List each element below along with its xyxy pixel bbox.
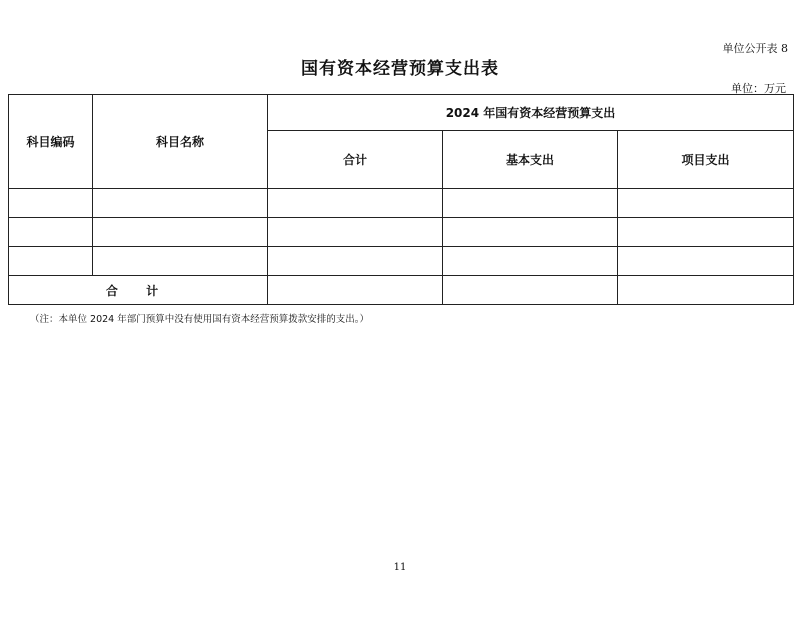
header-total: 合计 — [268, 131, 443, 189]
header-project-expenditure: 项目支出 — [618, 131, 794, 189]
table-row — [9, 247, 794, 276]
total-cell — [618, 276, 794, 305]
form-number: 单位公开表 8 — [722, 42, 788, 55]
table-cell — [443, 218, 618, 247]
total-row — [9, 276, 794, 305]
table-cell — [618, 247, 794, 276]
table-cell — [618, 189, 794, 218]
table-row — [9, 218, 794, 247]
table-header-row — [9, 95, 794, 131]
header-subject-code: 科目编码 — [9, 95, 93, 189]
unit-label: 单位：万元 — [731, 82, 786, 95]
header-basic-expenditure: 基本支出 — [443, 131, 618, 189]
page-number: 11 — [393, 562, 407, 573]
table-cell — [268, 218, 443, 247]
page-title: 国有资本经营预算支出表 — [301, 59, 499, 79]
total-cell — [268, 276, 443, 305]
table-cell — [268, 247, 443, 276]
table-cell — [443, 189, 618, 218]
table-cell — [93, 189, 268, 218]
header-group-expenditure: 2024 年国有资本经营预算支出 — [268, 95, 794, 131]
table-cell — [268, 189, 443, 218]
budget-table — [8, 94, 794, 305]
total-label: 合 计 — [9, 276, 268, 305]
table-cell — [93, 247, 268, 276]
table-cell — [443, 247, 618, 276]
table-cell — [9, 189, 93, 218]
table-cell — [93, 218, 268, 247]
table-cell — [9, 247, 93, 276]
table-cell — [9, 218, 93, 247]
table-cell — [618, 218, 794, 247]
table-row — [9, 189, 794, 218]
footnote: （注：本单位 2024 年部门预算中没有使用国有资本经营预算拨款安排的支出。） — [30, 314, 369, 325]
total-cell — [443, 276, 618, 305]
header-subject-name: 科目名称 — [93, 95, 268, 189]
